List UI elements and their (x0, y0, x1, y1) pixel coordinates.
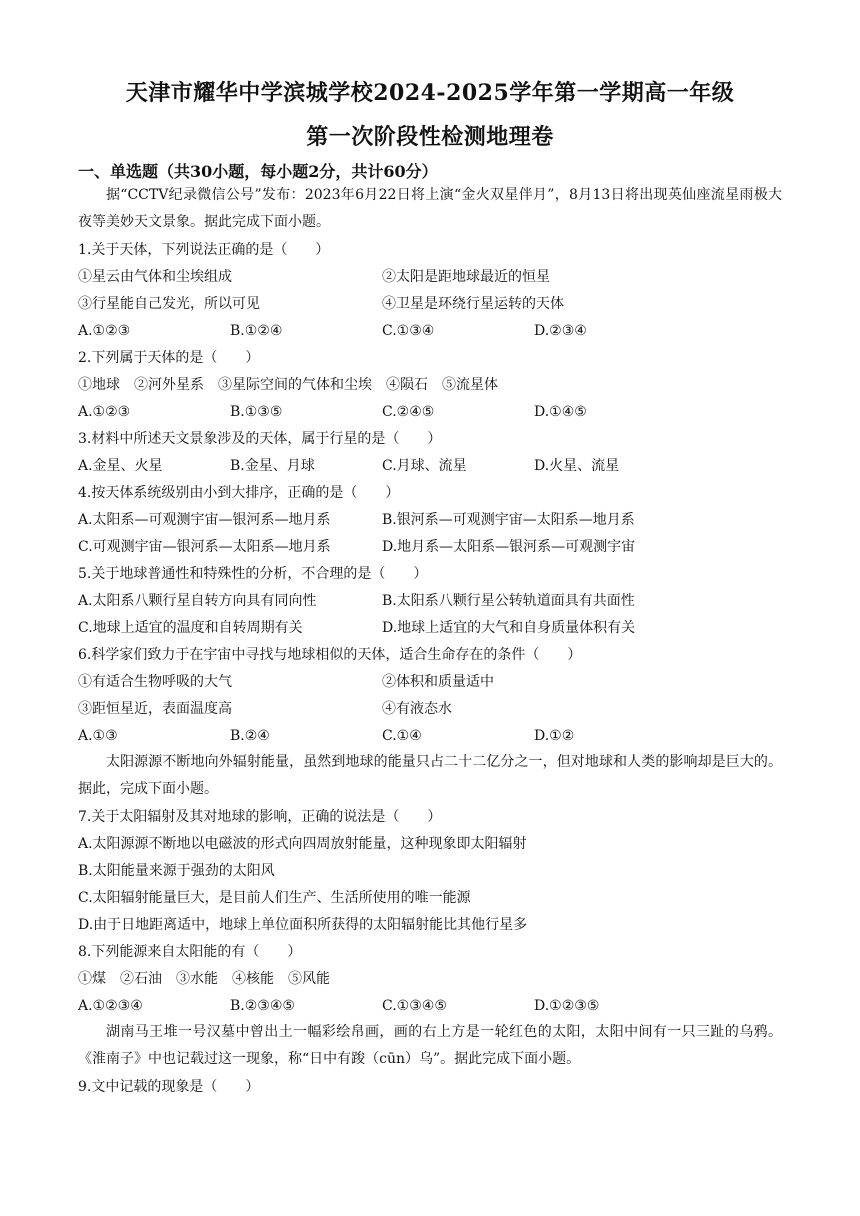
question-8-stem: 8.下列能源来自太阳能的有（ ） (78, 944, 302, 960)
question-3-option-a: A.金星、火星 (78, 458, 163, 474)
question-4-option-b: B.银河系—可观测宇宙—太阳系—地月系 (382, 512, 635, 528)
question-6-option-d: D.①② (534, 728, 575, 744)
question-2-items: ①地球 ②河外星系 ③星际空间的气体和尘埃 ④陨石 ⑤流星体 (78, 377, 498, 393)
material-paragraph-3: 湖南马王堆一号汉墓中曾出土一幅彩绘帛画，画的右上方是一轮红色的太阳，太阳中间有一只三趾的乌鸦。《淮南子》中也记载过这一现象，称“日中有踆（cūn）乌”。据此完成下面小题。 (78, 1024, 782, 1067)
question-8-items: ①煤 ②石油 ③水能 ④核能 ⑤风能 (78, 971, 330, 987)
question-3-stem: 3.材料中所述天文景象涉及的天体，属于行星的是（ ） (78, 431, 442, 447)
question-2-stem: 2.下列属于天体的是（ ） (78, 350, 260, 366)
question-7-stem: 7.关于太阳辐射及其对地球的影响，正确的说法是（ ） (78, 809, 442, 825)
question-2-option-d: D.①④⑤ (534, 404, 587, 420)
question-4-option-c: C.可观测宇宙—银河系—太阳系—地月系 (78, 539, 331, 555)
question-3-option-c: C.月球、流星 (382, 458, 467, 474)
question-9-stem: 9.文中记载的现象是（ ） (78, 1079, 260, 1095)
exam-subtitle: 第一次阶段性检测地理卷 (306, 124, 554, 150)
question-1-statement-3: ③行星能自己发光，所以可见 (78, 296, 260, 312)
question-4-stem: 4.按天体系统级别由小到大排序，正确的是（ ） (78, 485, 400, 501)
question-5-option-c: C.地球上适宜的温度和自转周期有关 (78, 620, 303, 636)
question-6-option-a: A.①③ (78, 728, 118, 744)
question-3-option-b: B.金星、月球 (230, 458, 315, 474)
question-6-option-c: C.①④ (382, 728, 422, 744)
question-5-stem: 5.关于地球普通性和特殊性的分析，不合理的是（ ） (78, 566, 428, 582)
question-1-statement-2: ②太阳是距地球最近的恒星 (382, 269, 550, 285)
question-1-statement-4: ④卫星是环绕行星运转的天体 (382, 296, 564, 312)
question-8-option-c: C.①③④⑤ (382, 998, 447, 1014)
question-6-statement-4: ④有液态水 (382, 701, 452, 717)
question-6-statement-3: ③距恒星近，表面温度高 (78, 701, 232, 717)
section-heading: 一、单选题（共30小题，每小题2分，共计60分） (78, 162, 438, 181)
exam-title: 天津市耀华中学滨城学校2024-2025学年第一学期高一年级 (125, 80, 735, 106)
question-8-option-a: A.①②③④ (78, 998, 143, 1014)
question-1-option-a: A.①②③ (78, 323, 131, 339)
question-7-option-c: C.太阳辐射能量巨大，是目前人们生产、生活所使用的唯一能源 (78, 890, 471, 906)
question-6-stem: 6.科学家们致力于在宇宙中寻找与地球相似的天体，适合生命存在的条件（ ） (78, 647, 582, 663)
question-6-statement-2: ②体积和质量适中 (382, 674, 494, 690)
question-1-option-d: D.②③④ (534, 323, 587, 339)
question-3-option-d: D.火星、流星 (534, 458, 620, 474)
question-2-option-c: C.②④⑤ (382, 404, 435, 420)
question-6-option-b: B.②④ (230, 728, 270, 744)
question-1-option-b: B.①②④ (230, 323, 283, 339)
question-2-option-b: B.①③⑤ (230, 404, 283, 420)
question-8-option-b: B.②③④⑤ (230, 998, 295, 1014)
question-7-option-b: B.太阳能量来源于强劲的太阳风 (78, 863, 275, 879)
question-5-option-b: B.太阳系八颗行星公转轨道面具有共面性 (382, 593, 635, 609)
question-5-option-a: A.太阳系八颗行星自转方向具有同向性 (78, 593, 317, 609)
question-7-option-a: A.太阳源源不断地以电磁波的形式向四周放射能量，这种现象即太阳辐射 (78, 836, 527, 852)
material-paragraph-2: 太阳源源不断地向外辐射能量，虽然到地球的能量只占二十二亿分之一，但对地球和人类的影响却是巨大的。据此，完成下面小题。 (78, 754, 782, 797)
question-1-stem: 1.关于天体，下列说法正确的是（ ） (78, 242, 330, 258)
question-7-option-d: D.由于日地距离适中，地球上单位面积所获得的太阳辐射能比其他行星多 (78, 917, 528, 933)
question-2-option-a: A.①②③ (78, 404, 131, 420)
question-5-option-d: D.地球上适宜的大气和自身质量体积有关 (382, 620, 636, 636)
question-6-statement-1: ①有适合生物呼吸的大气 (78, 674, 232, 690)
question-1-option-c: C.①③④ (382, 323, 435, 339)
question-4-option-d: D.地月系—太阳系—银河系—可观测宇宙 (382, 539, 636, 555)
question-4-option-a: A.太阳系—可观测宇宙—银河系—地月系 (78, 512, 331, 528)
question-1-statement-1: ①星云由气体和尘埃组成 (78, 269, 232, 285)
question-8-option-d: D.①②③⑤ (534, 998, 600, 1014)
material-paragraph-1: 据“CCTV纪录微信公号”发布：2023年6月22日将上演“金火双星伴月”，8月13日将出现英仙座流星雨极大夜等美妙天文景象。据此完成下面小题。 (78, 187, 782, 230)
